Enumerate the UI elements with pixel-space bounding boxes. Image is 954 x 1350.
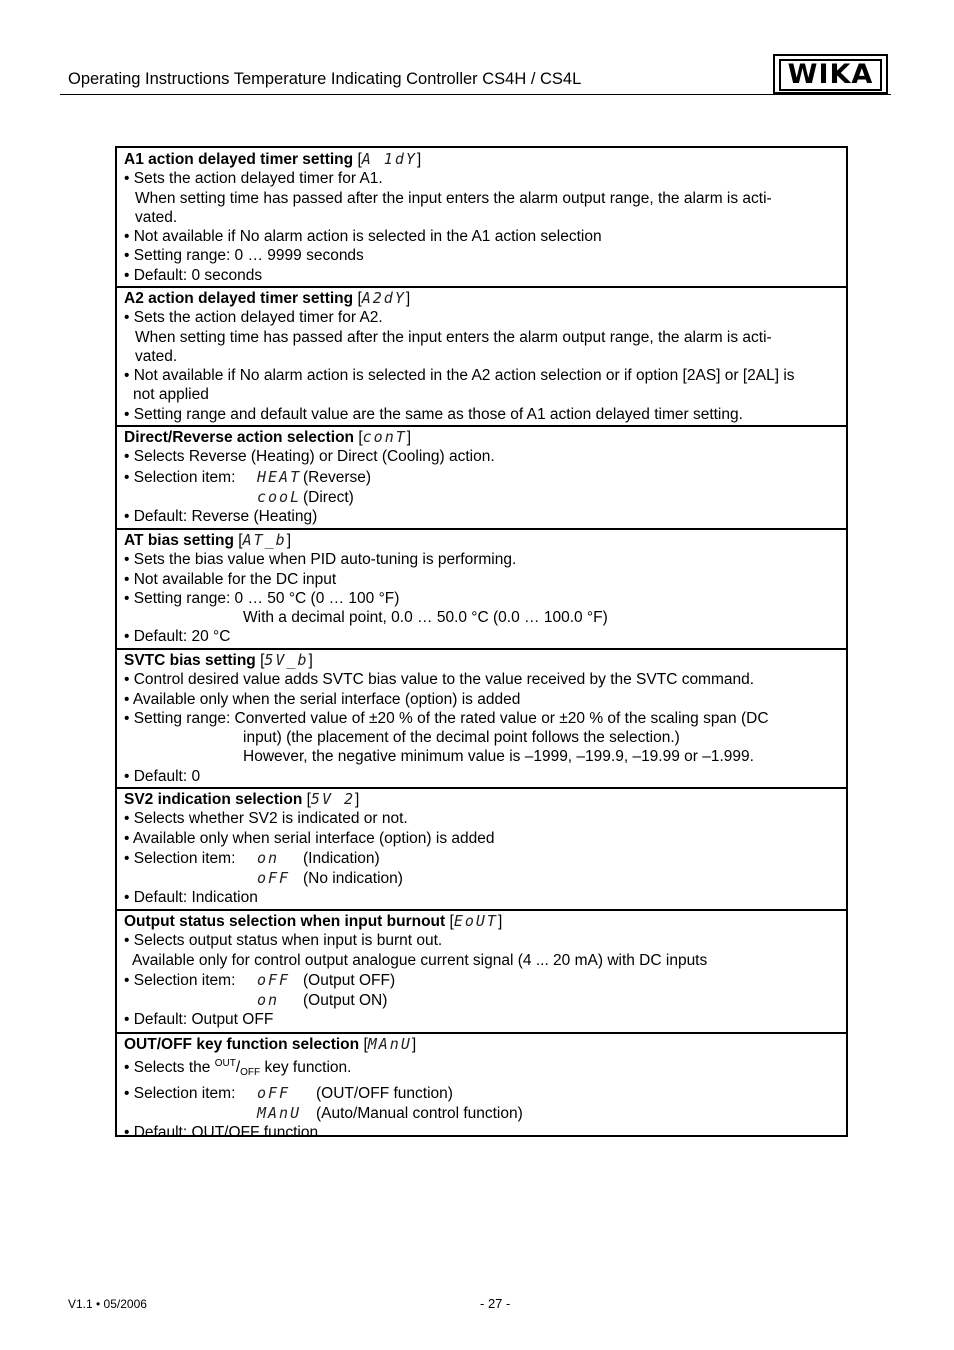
display-code: AT_b: [242, 531, 287, 549]
selection-label: • Selection item:: [124, 849, 236, 867]
option-text: (Reverse): [303, 468, 372, 486]
text-line: • Selects output status when input is burnt out.: [124, 932, 443, 950]
section-title: Direct/Reverse action selection: [124, 429, 355, 446]
text-line: • Not available if No alarm action is selected in the A1 action selection: [124, 228, 602, 246]
text-line: • Default: Indication: [124, 889, 258, 907]
text-line: With a decimal point, 0.0 … 50.0 °C (0.0 … 100.0 °F): [243, 609, 608, 627]
section-title: A2 action delayed timer setting: [124, 290, 354, 307]
display-code: A2dY: [361, 289, 406, 307]
section-svtc-bias: SVTC bias setting [5V_b] • Control desired value adds SVTC bias value to the value received by the SVTC command. • Available only when the serial interface (option) is added • Setting range: Converted value of ±20 % of the rated value or ±20 % of the scaling span (DC input) (the placement of the decimal point follows the selection.) However, the negative minimum value is –1999, –199.9, –19.99 or –1.999. • Default: 0: [117, 649, 846, 789]
text-line: • Default: 0 seconds: [124, 266, 263, 284]
display-code: MAnU: [367, 1035, 412, 1053]
text-line: • Default: Reverse (Heating): [124, 508, 318, 526]
text-line: • Setting range: Converted value of ±20 % of the rated value or ±20 % of the scaling span (DC: [124, 709, 769, 727]
text-line: • Not available for the DC input: [124, 570, 337, 588]
text-line: • Setting range: 0 … 9999 seconds: [124, 247, 364, 265]
text-line: When setting time has passed after the input enters the alarm output range, the alarm is acti-: [135, 328, 772, 346]
section-outoff-key: OUT/OFF key function selection [MAnU] • Selects the $^{OUT}/_{OFF}$ key function. • Selection item: oFF (OUT/OFF function) MAnU (Auto/Manual control function) • Default: OUT/OFF function: [117, 1033, 846, 1135]
text-line: vated.: [135, 347, 178, 365]
page-header-title: Operating Instructions Temperature Indicating Controller CS4H / CS4L: [68, 70, 582, 88]
text-line: • Default: 0: [124, 767, 201, 785]
text-line: • Setting range: 0 … 50 °C (0 … 100 °F): [124, 589, 400, 607]
section-a1-delay-timer: A1 action delayed timer setting [A 1dY] • Sets the action delayed timer for A1. When setting time has passed after the input enters the alarm output range, the alarm is acti- vated. • Not available if No alarm action is selected in the A1 action selection • Setting range: 0 … 9999 seconds • Default: 0 seconds: [117, 148, 846, 288]
section-direct-reverse: Direct/Reverse action selection [conT] • Selects Reverse (Heating) or Direct (Cooling) action. • Selection item: HEAT (Reverse) cooL (Direct) • Default: Reverse (Heating): [117, 426, 846, 530]
text-line: • Control desired value adds SVTC bias value to the value received by the SVTC command.: [124, 671, 755, 689]
parameter-table: [115, 146, 848, 1142]
text-line: • Selects the $^{OUT}/_{OFF}$ key function.: [124, 1058, 352, 1079]
text-line: • Setting range and default value are the same as those of A1 action delayed timer setting.: [124, 405, 743, 423]
text-line: • Sets the action delayed timer for A2.: [124, 309, 383, 327]
key-label-out: OUT: [214, 1058, 236, 1070]
logo-text: WIKA: [787, 59, 874, 90]
text-line: not applied: [133, 386, 209, 404]
section-title: SV2 indication selection: [124, 791, 303, 808]
section-title: A1 action delayed timer setting: [124, 151, 354, 168]
text-line: • Selects Reverse (Heating) or Direct (Cooling) action.: [124, 448, 495, 466]
text-line: • Sets the bias value when PID auto-tuning is performing.: [124, 551, 517, 569]
section-sv2-indication: SV2 indication selection [5V 2] • Selects whether SV2 is indicated or not. • Available only when serial interface (option) is added • Selection item: on (Indication) oFF (No indication) • Default: Indication: [117, 788, 846, 911]
option-code: MAnU: [257, 1103, 302, 1122]
text-line: vated.: [135, 208, 178, 226]
section-title: SVTC bias setting: [124, 652, 256, 669]
option-code: on: [257, 991, 280, 1010]
footer-page-number: - 27 -: [480, 1296, 511, 1311]
text-line: Available only for control output analogue current signal (4 ... 20 mA) with DC inputs: [132, 951, 708, 969]
section-input-burnout: Output status selection when input burnout [EoUT] • Selects output status when input is burnt out. Available only for control output analogue current signal (4 ... 20 mA) with DC inputs • Selection item: oFF (Output OFF) on (Output ON) • Default: Output OFF: [117, 910, 846, 1034]
option-code: on: [257, 848, 280, 867]
text-line: input) (the placement of the decimal point follows the selection.): [243, 729, 680, 747]
text-line: • Available only when the serial interface (option) is added: [124, 690, 521, 708]
text-line: • Default: Output OFF: [124, 1011, 274, 1029]
option-text: (No indication): [303, 870, 403, 888]
text-line: • Default: 20 °C: [124, 628, 231, 646]
option-text: (Indication): [303, 849, 380, 867]
option-text: (OUT/OFF function): [316, 1084, 453, 1102]
text-line: • Default: OUT/OFF function: [124, 1124, 319, 1142]
display-code: EoUT: [453, 912, 498, 930]
option-text: (Output ON): [303, 992, 388, 1010]
display-code: A 1dY: [361, 150, 417, 168]
text-line: • Sets the action delayed timer for A1.: [124, 170, 383, 188]
selection-label: • Selection item:: [124, 971, 236, 989]
option-code: oFF: [257, 869, 291, 888]
footer-version: V1.1 • 05/2006: [68, 1297, 147, 1311]
section-a2-delay-timer: A2 action delayed timer setting [A2dY] • Sets the action delayed timer for A2. When setting time has passed after the input enters the alarm output range, the alarm is acti- vated. • Not available if No alarm action is selected in the A2 action selection or if option [2AS] or [2AL] is not applied • Setting range and default value are the same as those of A1 action delayed timer setting.: [117, 287, 846, 427]
text-line: When setting time has passed after the input enters the alarm output range, the alarm is acti-: [135, 189, 772, 207]
option-text: (Output OFF): [303, 971, 396, 989]
section-title: Output status selection when input burnout: [124, 913, 446, 930]
section-title: AT bias setting: [124, 532, 234, 549]
option-text: (Auto/Manual control function): [316, 1104, 523, 1122]
logo-frame: [779, 59, 882, 91]
header-rule: [60, 94, 891, 95]
option-code: cooL: [257, 487, 302, 506]
display-code: 5V_b: [264, 651, 309, 669]
text-line: • Available only when serial interface (option) is added: [124, 829, 495, 847]
display-code: conT: [362, 428, 407, 446]
key-label-off: OFF: [240, 1067, 261, 1079]
option-code: oFF: [257, 1083, 291, 1102]
selection-label: • Selection item:: [124, 1084, 236, 1102]
section-at-bias: AT bias setting [AT_b] • Sets the bias value when PID auto-tuning is performing. • Not available for the DC input • Setting range: 0 … 50 °C (0 … 100 °F) With a decimal point, 0.0 … 50.0 °C (0.0 … 100.0 °F) • Default: 20 °C: [117, 529, 846, 650]
option-code: oFF: [257, 970, 291, 989]
section-title: OUT/OFF key function selection: [124, 1036, 360, 1053]
text-line: However, the negative minimum value is –1999, –199.9, –19.99 or –1.999.: [243, 748, 754, 766]
display-code: 5V 2: [310, 790, 356, 808]
wika-logo: [773, 54, 888, 94]
text-line: • Selects whether SV2 is indicated or not.: [124, 810, 408, 828]
text-line: • Not available if No alarm action is selected in the A2 action selection or if option [2AS] or [2AL] is: [124, 367, 795, 385]
option-text: (Direct): [303, 488, 354, 506]
option-code: HEAT: [257, 467, 302, 486]
selection-label: • Selection item:: [124, 468, 236, 486]
